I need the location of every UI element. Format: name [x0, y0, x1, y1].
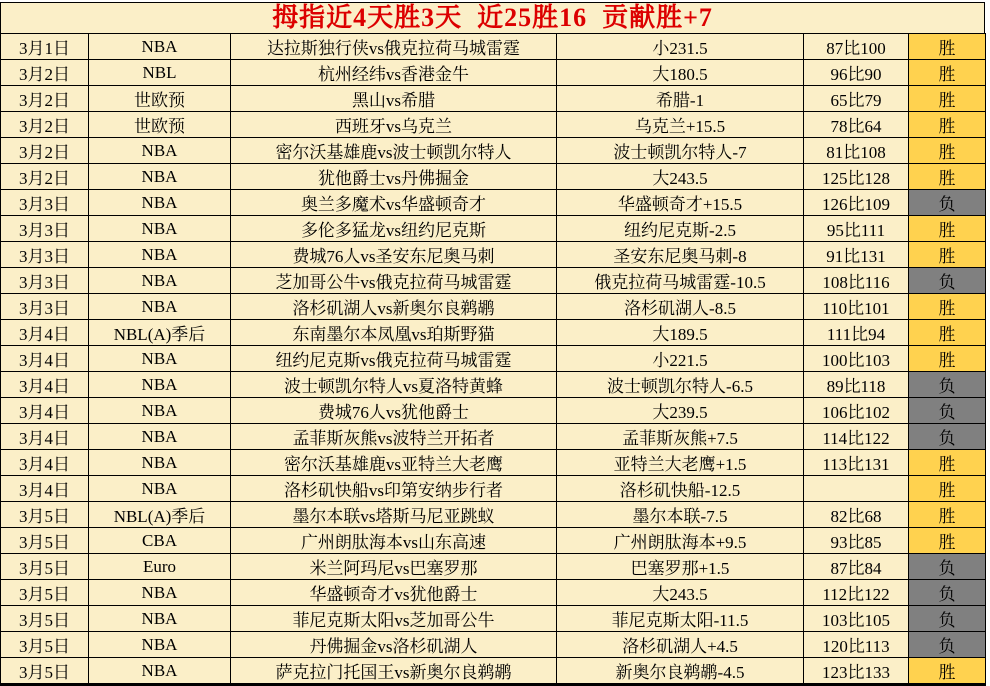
table-row	[1, 424, 986, 450]
table-row	[1, 294, 986, 320]
score-cell: 96比90	[804, 60, 909, 86]
table-row	[1, 242, 986, 268]
date-cell: 3月4日	[1, 372, 89, 398]
result-cell: 负	[909, 372, 986, 398]
result-cell: 胜	[909, 164, 986, 190]
match-cell: 纽约尼克斯vs俄克拉荷马城雷霆	[231, 346, 557, 372]
pick-cell: 洛杉矶快船-12.5	[557, 476, 804, 502]
date-cell: 3月5日	[1, 606, 89, 632]
date-cell: 3月5日	[1, 658, 89, 685]
match-cell: 西班牙vs乌克兰	[231, 112, 557, 138]
result-cell: 负	[909, 398, 986, 424]
result-cell: 负	[909, 268, 986, 294]
score-cell: 95比111	[804, 216, 909, 242]
league-cell: NBA	[89, 658, 231, 685]
league-cell: NBA	[89, 138, 231, 164]
score-cell: 113比131	[804, 450, 909, 476]
league-cell: NBA	[89, 398, 231, 424]
table-row	[1, 320, 986, 346]
league-cell: NBL(A)季后	[89, 502, 231, 528]
league-cell: NBA	[89, 268, 231, 294]
result-cell: 胜	[909, 34, 986, 60]
match-cell: 犹他爵士vs丹佛掘金	[231, 164, 557, 190]
league-cell: NBA	[89, 34, 231, 60]
league-cell: CBA	[89, 528, 231, 554]
score-cell: 100比103	[804, 346, 909, 372]
table-row	[1, 60, 986, 86]
match-cell: 达拉斯独行侠vs俄克拉荷马城雷霆	[231, 34, 557, 60]
table-row	[1, 372, 986, 398]
match-cell: 米兰阿玛尼vs巴塞罗那	[231, 554, 557, 580]
table-row	[1, 554, 986, 580]
table-row	[1, 580, 986, 606]
score-cell: 81比108	[804, 138, 909, 164]
table-row	[1, 86, 986, 112]
result-cell: 负	[909, 606, 986, 632]
result-cell: 胜	[909, 112, 986, 138]
date-cell: 3月2日	[1, 112, 89, 138]
pick-cell: 乌克兰+15.5	[557, 112, 804, 138]
pick-cell: 希腊-1	[557, 86, 804, 112]
league-cell: NBA	[89, 164, 231, 190]
date-cell: 3月3日	[1, 190, 89, 216]
match-cell: 洛杉矶湖人vs新奥尔良鹈鹕	[231, 294, 557, 320]
date-cell: 3月2日	[1, 138, 89, 164]
league-cell: NBL(A)季后	[89, 320, 231, 346]
score-cell: 89比118	[804, 372, 909, 398]
result-cell: 胜	[909, 320, 986, 346]
results-table-body	[1, 34, 986, 685]
date-cell: 3月3日	[1, 294, 89, 320]
table-row	[1, 502, 986, 528]
league-cell: NBA	[89, 580, 231, 606]
pick-cell: 大239.5	[557, 398, 804, 424]
result-cell: 胜	[909, 216, 986, 242]
date-cell: 3月5日	[1, 528, 89, 554]
league-cell: NBA	[89, 632, 231, 658]
league-cell: NBA	[89, 346, 231, 372]
spreadsheet	[0, 2, 985, 686]
table-row	[1, 632, 986, 658]
pick-cell: 俄克拉荷马城雷霆-10.5	[557, 268, 804, 294]
match-cell: 芝加哥公牛vs俄克拉荷马城雷霆	[231, 268, 557, 294]
league-cell: NBA	[89, 294, 231, 320]
match-cell: 密尔沃基雄鹿vs波士顿凯尔特人	[231, 138, 557, 164]
result-cell: 胜	[909, 346, 986, 372]
league-cell: 世欧预	[89, 112, 231, 138]
table-row	[1, 216, 986, 242]
pick-cell: 波士顿凯尔特人-6.5	[557, 372, 804, 398]
score-cell: 103比105	[804, 606, 909, 632]
pick-cell: 巴塞罗那+1.5	[557, 554, 804, 580]
table-row	[1, 346, 986, 372]
league-cell: NBA	[89, 216, 231, 242]
table-row	[1, 606, 986, 632]
match-cell: 广州朗肽海本vs山东高速	[231, 528, 557, 554]
league-cell: NBA	[89, 190, 231, 216]
date-cell: 3月3日	[1, 268, 89, 294]
result-cell: 胜	[909, 528, 986, 554]
result-cell: 胜	[909, 60, 986, 86]
league-cell: NBA	[89, 372, 231, 398]
pick-cell: 华盛顿奇才+15.5	[557, 190, 804, 216]
score-cell: 112比122	[804, 580, 909, 606]
table-row	[1, 528, 986, 554]
score-cell: 78比64	[804, 112, 909, 138]
date-cell: 3月3日	[1, 216, 89, 242]
pick-cell: 大243.5	[557, 164, 804, 190]
result-cell: 胜	[909, 138, 986, 164]
date-cell: 3月5日	[1, 580, 89, 606]
match-cell: 费城76人vs犹他爵士	[231, 398, 557, 424]
score-cell: 110比101	[804, 294, 909, 320]
pick-cell: 亚特兰大老鹰+1.5	[557, 450, 804, 476]
score-cell: 126比109	[804, 190, 909, 216]
result-cell: 胜	[909, 242, 986, 268]
result-cell: 胜	[909, 658, 986, 685]
league-cell: NBL	[89, 60, 231, 86]
score-cell: 82比68	[804, 502, 909, 528]
pick-cell: 波士顿凯尔特人-7	[557, 138, 804, 164]
date-cell: 3月4日	[1, 320, 89, 346]
date-cell: 3月4日	[1, 476, 89, 502]
score-cell: 87比84	[804, 554, 909, 580]
pick-cell: 大189.5	[557, 320, 804, 346]
pick-cell: 广州朗肽海本+9.5	[557, 528, 804, 554]
table-row	[1, 164, 986, 190]
score-cell: 106比102	[804, 398, 909, 424]
results-table	[0, 33, 986, 686]
pick-cell: 菲尼克斯太阳-11.5	[557, 606, 804, 632]
date-cell: 3月5日	[1, 554, 89, 580]
result-cell: 胜	[909, 450, 986, 476]
score-cell: 111比94	[804, 320, 909, 346]
match-cell: 洛杉矶快船vs印第安纳步行者	[231, 476, 557, 502]
table-row	[1, 112, 986, 138]
league-cell: 世欧预	[89, 86, 231, 112]
score-cell	[804, 476, 909, 502]
pick-cell: 大180.5	[557, 60, 804, 86]
score-cell: 65比79	[804, 86, 909, 112]
pick-cell: 墨尔本联-7.5	[557, 502, 804, 528]
page-title: 拇指近4天胜3天 近25胜16 贡献胜+7	[0, 2, 985, 33]
pick-cell: 小231.5	[557, 34, 804, 60]
match-cell: 杭州经纬vs香港金牛	[231, 60, 557, 86]
score-cell: 120比113	[804, 632, 909, 658]
result-cell: 胜	[909, 502, 986, 528]
league-cell: NBA	[89, 476, 231, 502]
match-cell: 密尔沃基雄鹿vs亚特兰大老鹰	[231, 450, 557, 476]
result-cell: 负	[909, 580, 986, 606]
league-cell: NBA	[89, 606, 231, 632]
score-cell: 125比128	[804, 164, 909, 190]
score-cell: 108比116	[804, 268, 909, 294]
pick-cell: 洛杉矶湖人-8.5	[557, 294, 804, 320]
match-cell: 费城76人vs圣安东尼奥马刺	[231, 242, 557, 268]
match-cell: 萨克拉门托国王vs新奥尔良鹈鹕	[231, 658, 557, 685]
date-cell: 3月3日	[1, 242, 89, 268]
pick-cell: 纽约尼克斯-2.5	[557, 216, 804, 242]
league-cell: NBA	[89, 450, 231, 476]
match-cell: 波士顿凯尔特人vs夏洛特黄蜂	[231, 372, 557, 398]
match-cell: 华盛顿奇才vs犹他爵士	[231, 580, 557, 606]
match-cell: 孟菲斯灰熊vs波特兰开拓者	[231, 424, 557, 450]
score-cell: 91比131	[804, 242, 909, 268]
date-cell: 3月4日	[1, 424, 89, 450]
match-cell: 东南墨尔本凤凰vs珀斯野猫	[231, 320, 557, 346]
date-cell: 3月4日	[1, 450, 89, 476]
pick-cell: 圣安东尼奥马刺-8	[557, 242, 804, 268]
pick-cell: 大243.5	[557, 580, 804, 606]
date-cell: 3月4日	[1, 346, 89, 372]
result-cell: 胜	[909, 476, 986, 502]
pick-cell: 新奥尔良鹈鹕-4.5	[557, 658, 804, 685]
date-cell: 3月4日	[1, 398, 89, 424]
league-cell: NBA	[89, 242, 231, 268]
score-cell: 123比133	[804, 658, 909, 685]
score-cell: 114比122	[804, 424, 909, 450]
match-cell: 黑山vs希腊	[231, 86, 557, 112]
match-cell: 墨尔本联vs塔斯马尼亚跳蚁	[231, 502, 557, 528]
league-cell: NBA	[89, 424, 231, 450]
match-cell: 多伦多猛龙vs纽约尼克斯	[231, 216, 557, 242]
score-cell: 93比85	[804, 528, 909, 554]
date-cell: 3月5日	[1, 502, 89, 528]
table-row	[1, 138, 986, 164]
table-row	[1, 268, 986, 294]
league-cell: Euro	[89, 554, 231, 580]
match-cell: 丹佛掘金vs洛杉矶湖人	[231, 632, 557, 658]
date-cell: 3月2日	[1, 86, 89, 112]
result-cell: 负	[909, 554, 986, 580]
pick-cell: 小221.5	[557, 346, 804, 372]
match-cell: 菲尼克斯太阳vs芝加哥公牛	[231, 606, 557, 632]
table-row	[1, 658, 986, 685]
table-row	[1, 190, 986, 216]
date-cell: 3月2日	[1, 60, 89, 86]
date-cell: 3月5日	[1, 632, 89, 658]
result-cell: 负	[909, 190, 986, 216]
result-cell: 胜	[909, 86, 986, 112]
table-row	[1, 476, 986, 502]
result-cell: 负	[909, 424, 986, 450]
pick-cell: 洛杉矶湖人+4.5	[557, 632, 804, 658]
table-row	[1, 398, 986, 424]
pick-cell: 孟菲斯灰熊+7.5	[557, 424, 804, 450]
result-cell: 负	[909, 632, 986, 658]
match-cell: 奥兰多魔术vs华盛顿奇才	[231, 190, 557, 216]
result-cell: 胜	[909, 294, 986, 320]
score-cell: 87比100	[804, 34, 909, 60]
date-cell: 3月1日	[1, 34, 89, 60]
table-row	[1, 450, 986, 476]
table-row	[1, 34, 986, 60]
date-cell: 3月2日	[1, 164, 89, 190]
